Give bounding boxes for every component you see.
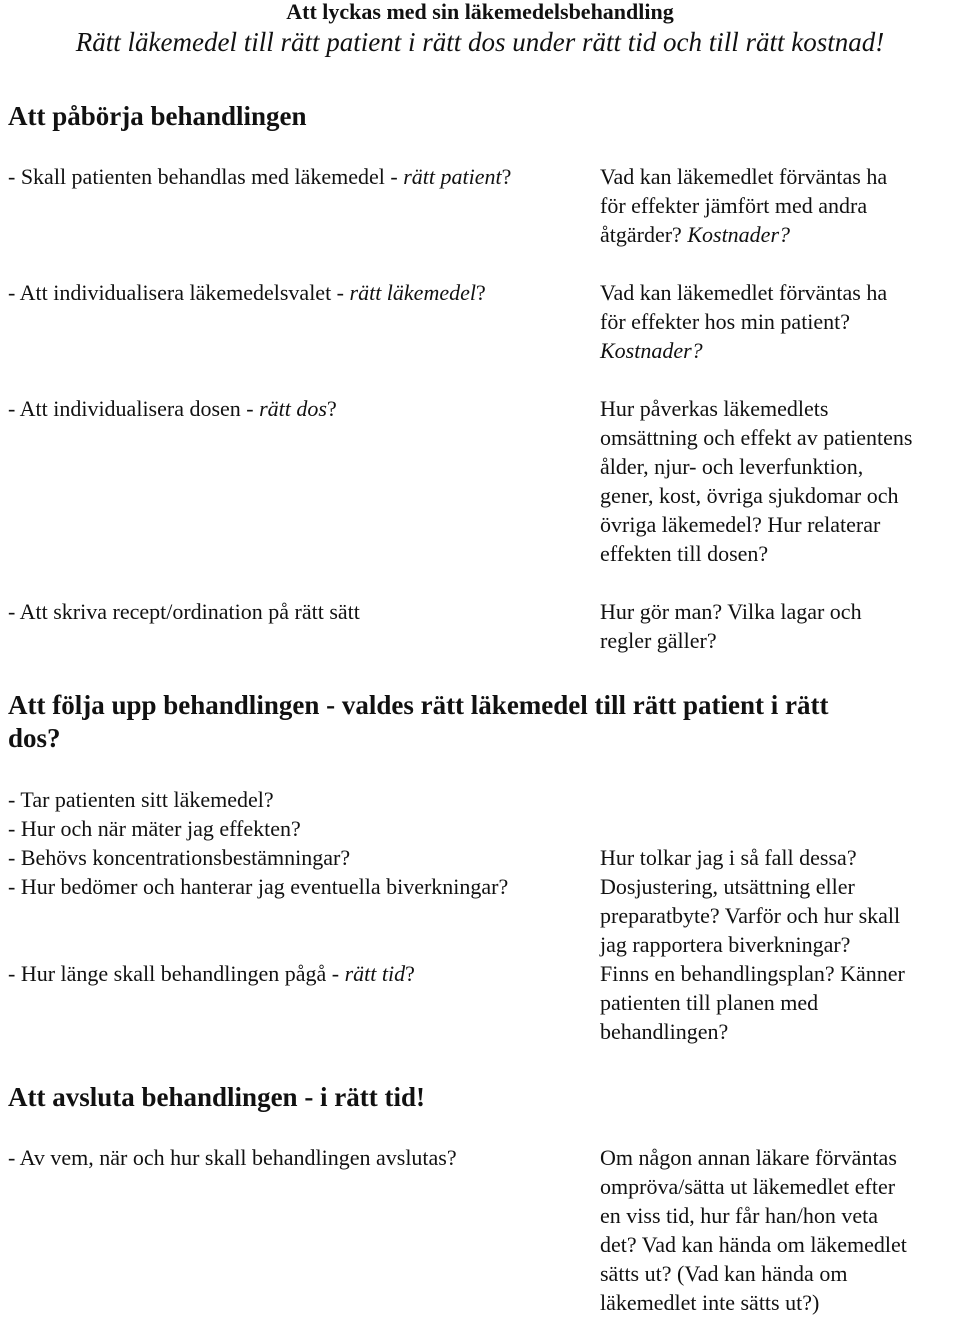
end-item-1-question: - Av vem, när och hur skall behandlingen avslutas? bbox=[8, 1145, 457, 1170]
document-title: Att lyckas med sin läkemedelsbehandling bbox=[286, 0, 674, 24]
followup-item-3-question: - Behövs koncentrationsbestämningar? bbox=[8, 845, 351, 870]
followup-item-3-answer: Hur tolkar jag i så fall dessa? bbox=[600, 845, 857, 870]
end-item-1-answer: Om någon annan läkare förväntas ompröva/sätta ut läkemedlet efter en viss tid, hur får han/hon veta det? Vad kan hända om läkemedlet sätts ut? (Vad kan hända om läkemedlet inte sätts ut?) bbox=[600, 1145, 907, 1315]
start-item-1-answer: Vad kan läkemedlet förväntas ha för effekter jämfört med andra åtgärder? Kostnader? bbox=[600, 164, 888, 247]
followup-item-1: - Tar patienten sitt läkemedel? bbox=[8, 787, 274, 812]
start-item-2-answer: Vad kan läkemedlet förväntas ha för effekter hos min patient? Kostnader? bbox=[600, 280, 888, 363]
followup-item-4-question: - Hur bedömer och hanterar jag eventuella biverkningar? bbox=[8, 874, 509, 899]
start-item-1-question: - Skall patienten behandlas med läkemedel - rätt patient? bbox=[8, 164, 512, 189]
section-heading-start: Att påbörja behandlingen bbox=[8, 101, 307, 131]
document-subtitle: Rätt läkemedel till rätt patient i rätt dos under rätt tid och till rätt kostnad! bbox=[75, 27, 885, 57]
followup-item-5-answer: Finns en behandlingsplan? Känner patienten till planen med behandlingen? bbox=[600, 961, 905, 1044]
followup-item-5-question: - Hur länge skall behandlingen pågå - rätt tid? bbox=[8, 961, 415, 986]
start-item-3-question: - Att individualisera dosen - rätt dos? bbox=[8, 396, 337, 421]
start-item-4-answer: Hur gör man? Vilka lagar och regler gäller? bbox=[600, 599, 862, 653]
section-heading-end: Att avsluta behandlingen - i rätt tid! bbox=[8, 1082, 426, 1112]
followup-item-2: - Hur och när mäter jag effekten? bbox=[8, 816, 301, 841]
start-item-2-question: - Att individualisera läkemedelsvalet - rätt läkemedel? bbox=[8, 280, 486, 305]
section-heading-followup: Att följa upp behandlingen - valdes rätt läkemedel till rätt patient i rätt dos? bbox=[8, 690, 829, 753]
start-item-3-answer: Hur påverkas läkemedlets omsättning och effekt av patientens ålder, njur- och leverfunktion, gener, kost, övriga sjukdomar och övriga läkemedel? Hur relaterar effekten till dosen? bbox=[600, 396, 913, 566]
followup-item-4-answer: Dosjustering, utsättning eller preparatbyte? Varför och hur skall jag rapportera biverkningar? bbox=[600, 874, 901, 957]
start-item-4-question: - Att skriva recept/ordination på rätt sätt bbox=[8, 599, 360, 624]
